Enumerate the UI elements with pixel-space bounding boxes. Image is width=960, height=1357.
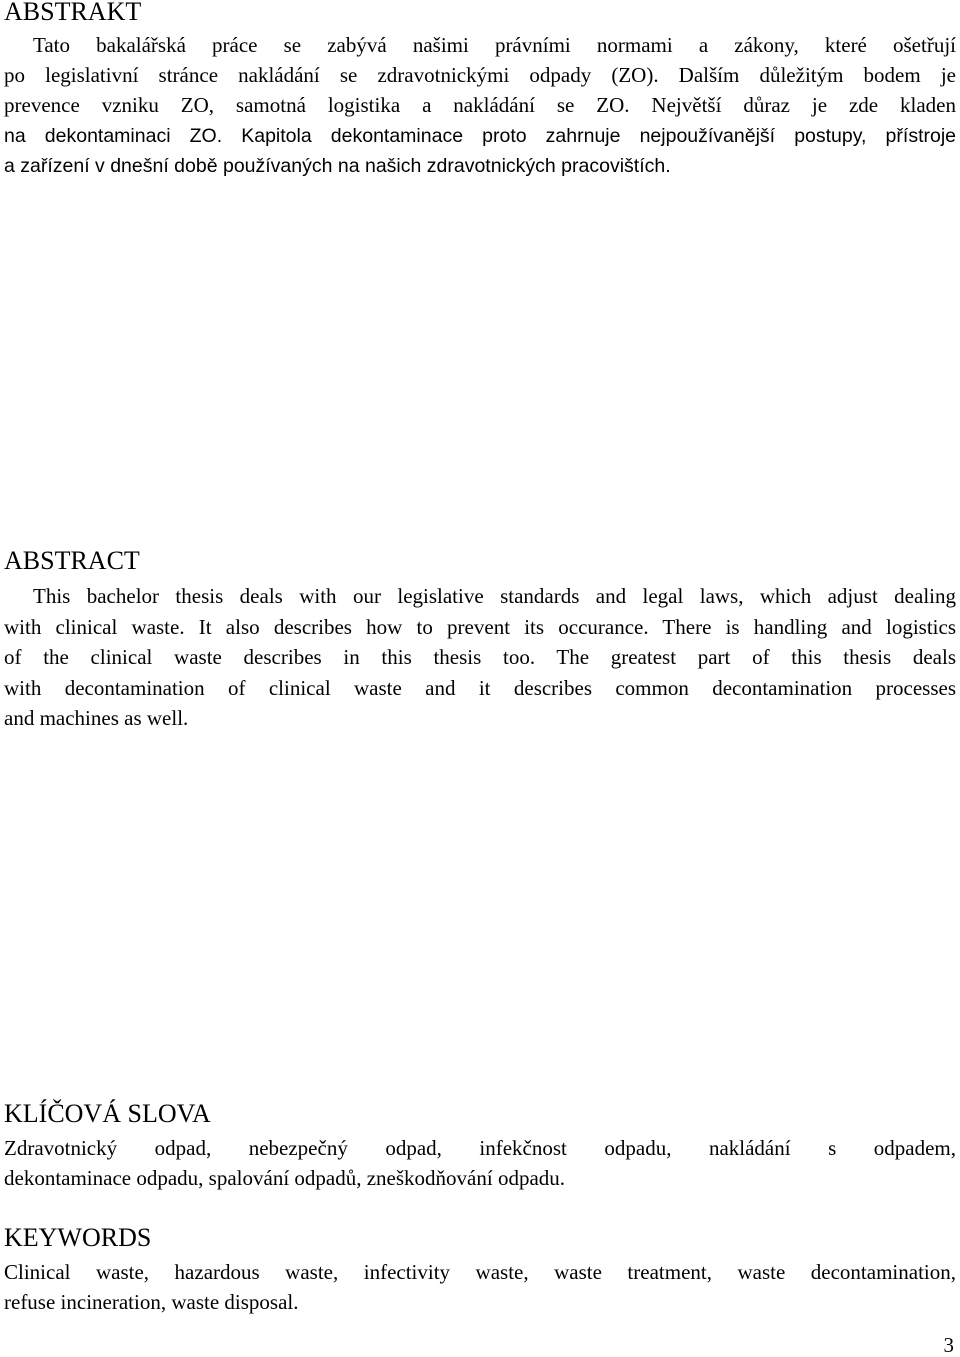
abstrakt-line-3: prevence vzniku ZO, samotná logistika a nakládání se ZO. Největší důraz je zde kladen: [4, 93, 956, 117]
page-number: 3: [943, 1333, 954, 1357]
abstrakt-line-4: na dekontaminaci ZO. Kapitola dekontaminace proto zahrnuje nejpoužívanější postupy, přístroje: [4, 125, 956, 147]
klicova-slova-heading: KLÍČOVÁ SLOVA: [4, 1099, 211, 1128]
klicova-slova-line-2: dekontaminace odpadu, spalování odpadů, zneškodňování odpadu.: [4, 1166, 566, 1190]
keywords-heading: KEYWORDS: [4, 1223, 152, 1252]
abstrakt-line-1: Tato bakalářská práce se zabývá našimi právními normami a zákony, které ošetřují: [33, 33, 956, 57]
abstract-line-3: of the clinical waste describes in this thesis too. The greatest part of this thesis deals: [4, 645, 956, 669]
abstract-heading: ABSTRACT: [4, 546, 140, 575]
abstrakt-heading: ABSTRAKT: [4, 0, 142, 26]
abstract-line-1: This bachelor thesis deals with our legislative standards and legal laws, which adjust dealing: [33, 584, 956, 608]
abstract-line-4: with decontamination of clinical waste and it describes common decontamination processes: [4, 676, 956, 700]
abstrakt-line-5: a zařízení v dnešní době používaných na našich zdravotnických pracovištích.: [4, 155, 671, 177]
abstract-line-2: with clinical waste. It also describes how to prevent its occurance. There is handling and logistics: [4, 615, 956, 639]
keywords-line-1: Clinical waste, hazardous waste, infectivity waste, waste treatment, waste decontamination,: [4, 1260, 956, 1284]
keywords-line-2: refuse incineration, waste disposal.: [4, 1290, 299, 1314]
klicova-slova-line-1: Zdravotnický odpad, nebezpečný odpad, infekčnost odpadu, nakládání s odpadem,: [4, 1136, 956, 1160]
abstrakt-line-2: po legislativní stránce nakládání se zdravotnickými odpady (ZO). Dalším důležitým bodem je: [4, 63, 956, 87]
abstract-line-5: and machines as well.: [4, 706, 189, 730]
